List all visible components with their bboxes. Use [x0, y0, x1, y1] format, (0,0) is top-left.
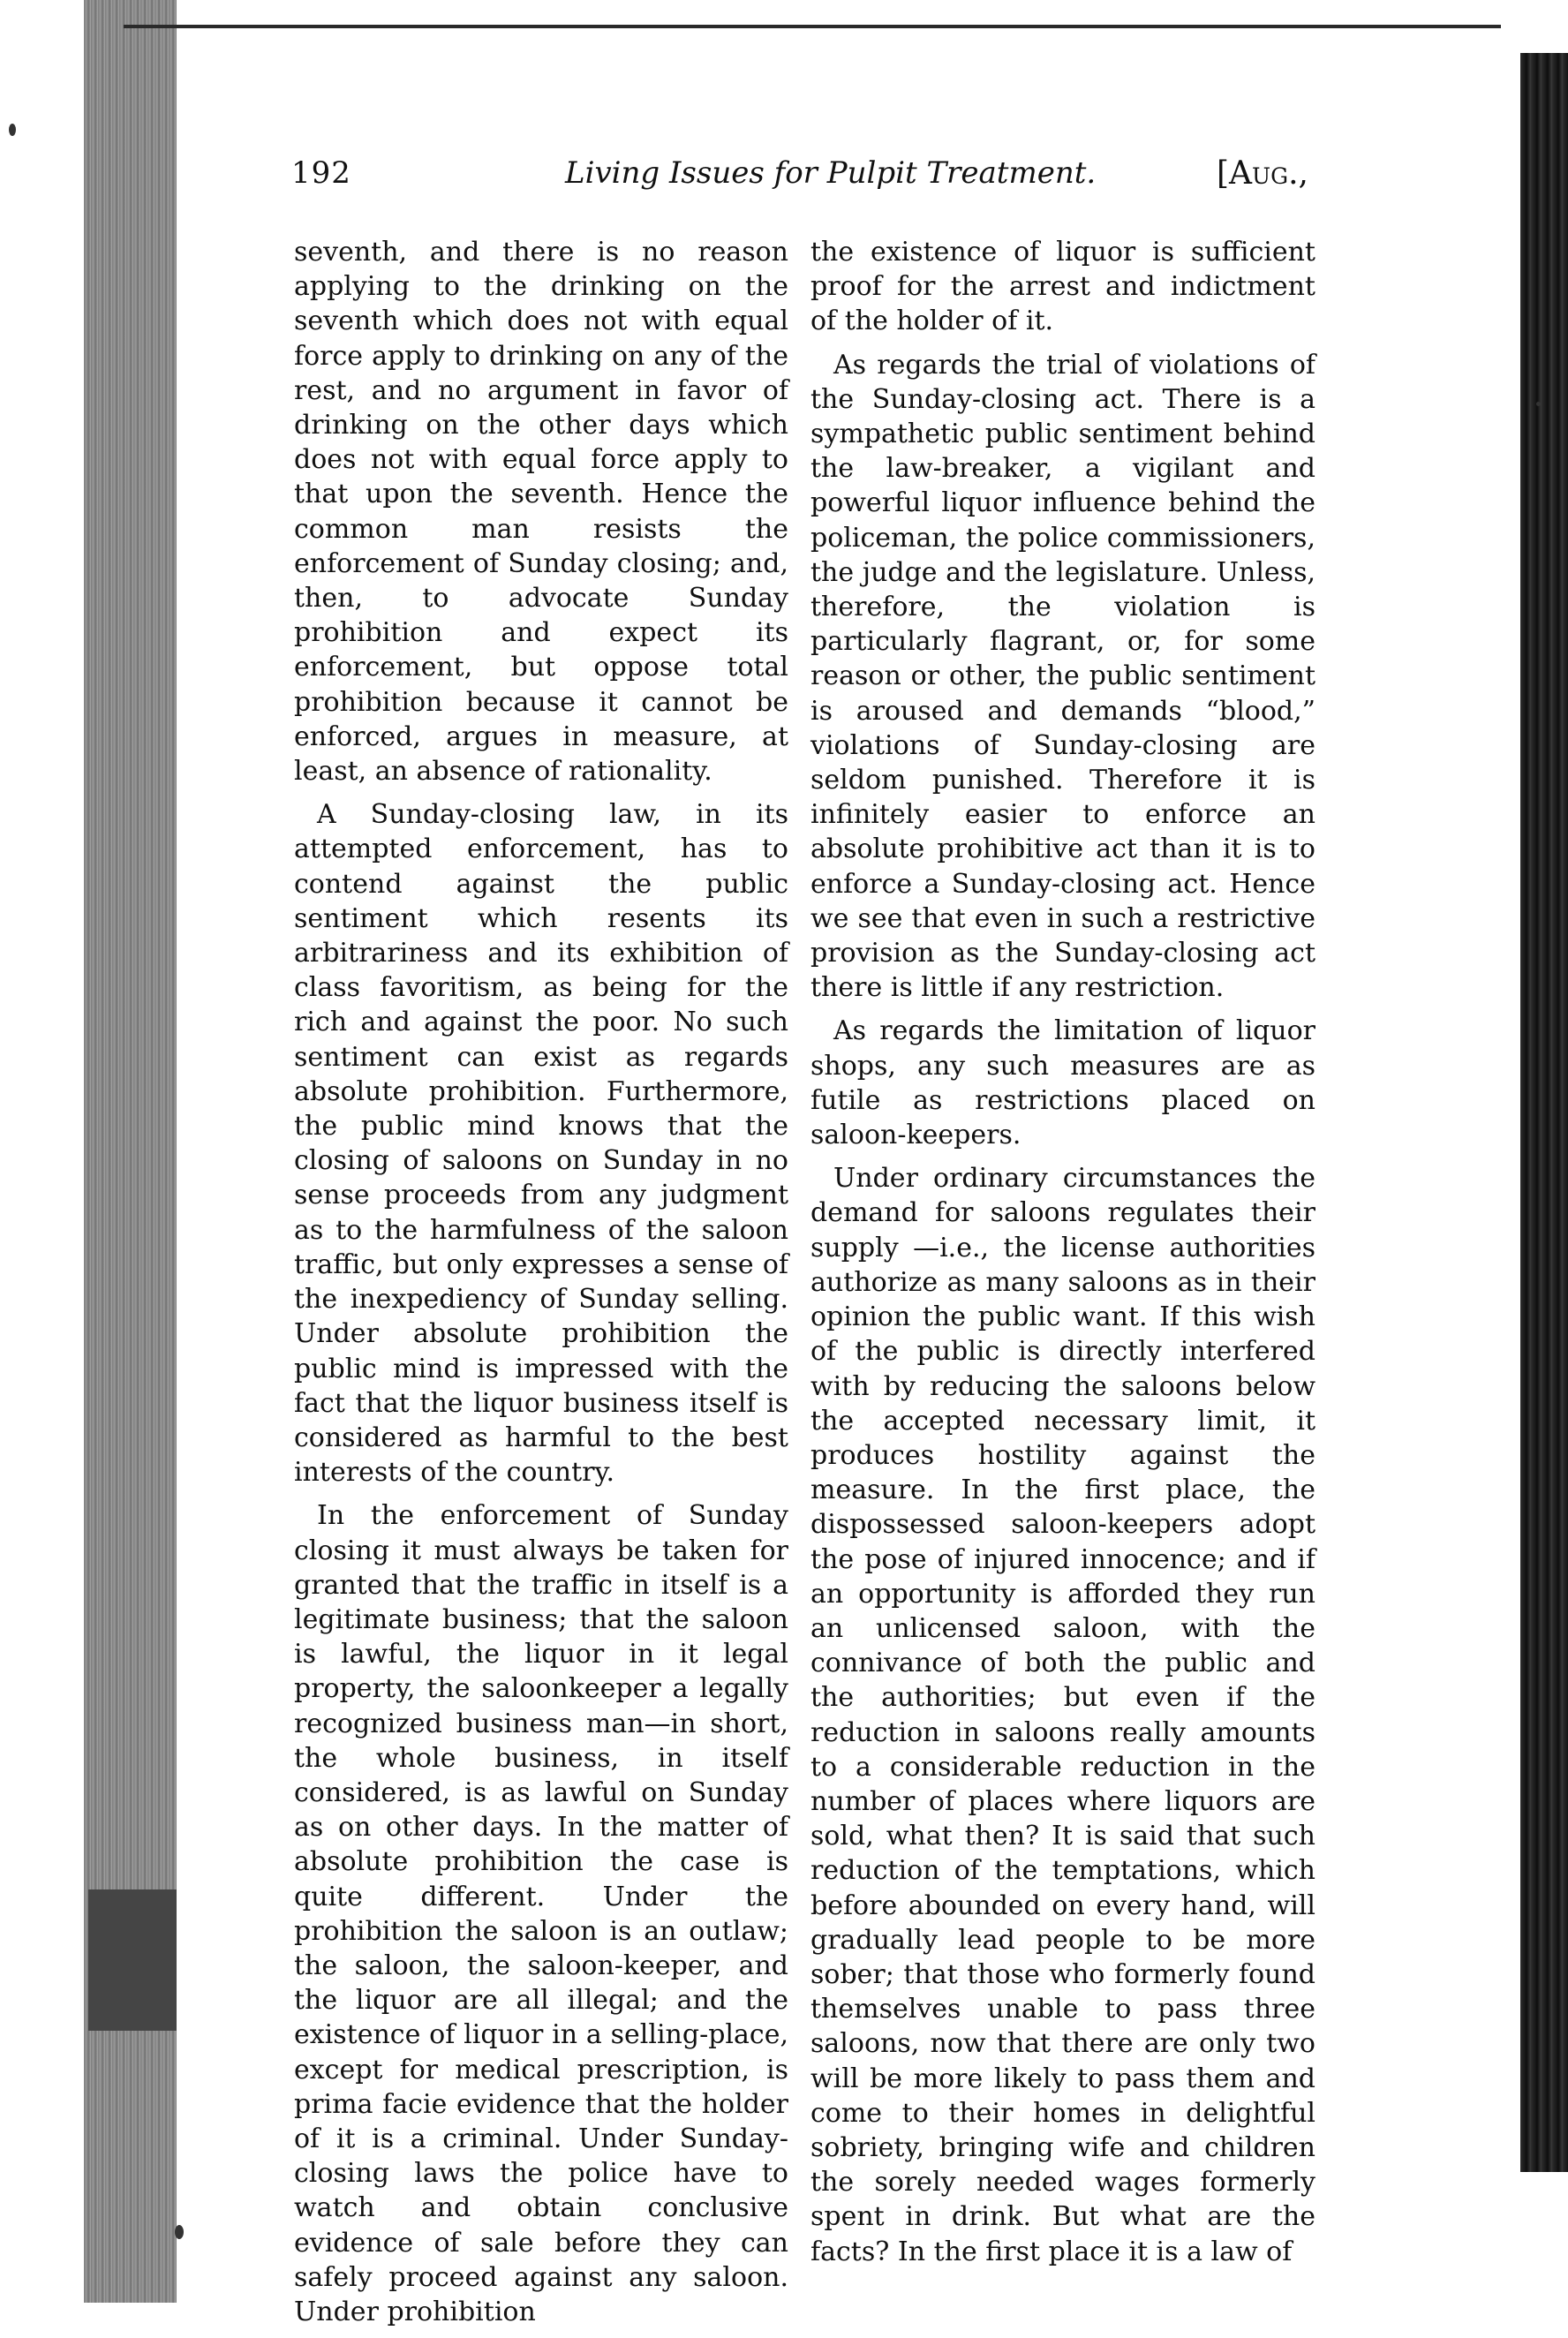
- scan-speck: [1536, 402, 1541, 406]
- page-edge-shadow: [88, 1889, 177, 2031]
- paragraph: In the enforcement of Sunday closing it must always be taken for granted that the traffic in itself is a legitimate business; that the saloon is lawful, the liquor in it legal property, the saloonkeeper a legally recognized business man—in short, the whole business, in itself considered, is as lawful on Sunday as on other days. In the matter of absolute prohibition the case is quite different. Under the prohibition the saloon is an outlaw; the saloon, the saloon-keeper, and the liquor are all illegal; and the existence of liquor in a selling-place, except for medical prescription, is prima facie evidence that the holder of it is a criminal. Under Sunday-closing laws the police have to watch and obtain conclusive evidence of sale before they can safely proceed against any saloon. Under prohibition: [294, 1500, 788, 2327]
- paragraph: Under ordinary circumstances the demand for saloons regulates their supply —i.e., the license authorities authorize as many saloons as in their opinion the public want. If this wish of the public is directly interfered with by reducing the saloons below the accepted necessary limit, it produces hostility against the measure. In the first place, the dispossessed saloon-keepers adopt the pose of injured innocence; and if an opportunity is afforded they run an unlicensed saloon, with the connivance of both the public and the authorities; but even if the reduction in saloons really amounts to a considerable reduction in the number of places where liquors are sold, what then? It is said that such reduction of the temptations, which before abounded on every hand, will gradually lead people to be more sober; that those who formerly found themselves unable to pass three saloons, now that there are only two will be more likely to pass them and come to their homes in delightful sobriety, bringing wife and children the sorely needed wages formerly spent in drink. But what are the facts? In the first place it is a law of: [810, 1163, 1315, 2267]
- paragraph: As regards the trial of violations of the Sunday-closing act. There is a sympathetic public sentiment behind the law-breaker, a vigilant and powerful liquor influence behind the policeman, the police commissioners, the judge and the legislature. Unless, therefore, the violation is particularly flagrant, or, for some reason or other, the public sentiment is aroused and demands “blood,” violations of Sunday-closing are seldom punished. Therefore it is infinitely easier to enforce an absolute prohibitive act than it is to enforce a Sunday-closing act. Hence we see that even in such a restrictive provision as the Sunday-closing act there is little if any restriction.: [810, 349, 1315, 1004]
- scan-speck: [9, 124, 16, 136]
- left-text-column: [294, 235, 788, 2338]
- paragraph: the existence of liquor is sufficient proof for the arrest and indictment of the holder of it.: [810, 237, 1315, 337]
- paragraph: seventh, and there is no reason applying to the drinking on the seventh which does not with equal force apply to drinking on any of the rest, and no argument in favor of drinking on the other days which does not with equal force apply to that upon the seventh. Hence the common man resists the enforcement of Sunday closing; and, then, to advocate Sunday prohibition and expect its enforcement, but oppose total prohibition because it cannot be enforced, argues in measure, at least, an absence of rationality.: [294, 237, 788, 788]
- section-mark: [Aug.,: [1217, 155, 1308, 192]
- page-number: 192: [291, 155, 351, 191]
- right-text-column: [810, 235, 1315, 2278]
- page-header: [291, 150, 1308, 203]
- top-edge-rule: [124, 25, 1501, 28]
- paragraph: A Sunday-closing law, in its attempted enforcement, has to contend against the public sentiment which resents its arbitrariness and its exhibition of class favoritism, as being for the rich and against the poor. No such sentiment can exist as regards absolute prohibition. Furthermore, the public mind knows that the closing of saloons on Sunday in no sense proceeds from any judgment as to the harmfulness of the saloon traffic, but only expresses a sense of the inexpediency of Sunday selling. Under absolute prohibition the public mind is impressed with the fact that the liquor business itself is considered as harmful to the best interests of the country.: [294, 799, 788, 1489]
- scan-speck: [175, 2225, 184, 2239]
- facing-page-edge: [1520, 53, 1568, 2172]
- running-title: Living Issues for Pulpit Treatment.: [565, 155, 1097, 191]
- paragraph: As regards the limitation of liquor shops, any such measures are as futile as restrictions placed on saloon-keepers.: [810, 1015, 1315, 1151]
